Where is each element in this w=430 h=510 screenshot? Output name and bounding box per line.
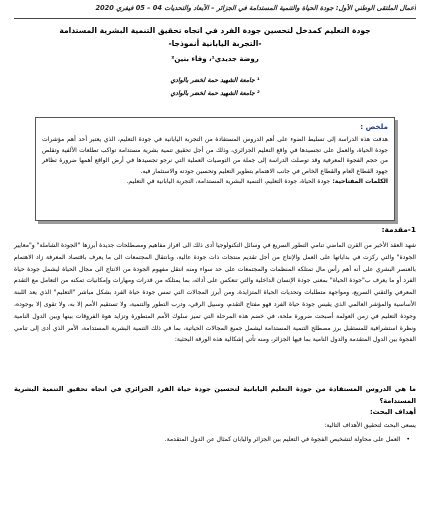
objectives-intro: يسعى البحث لتحقيق الأهداف التالية: <box>324 422 416 429</box>
objectives-heading: أهداف البحث: <box>369 408 416 416</box>
abstract-box <box>35 117 395 221</box>
keywords-line <box>42 177 388 188</box>
introduction-paragraph: شهد العقد الأخير من القرن الماضي تنامي التطور السريع في وسائل التكنولوجيا أدى ذلك الى افراز مفاهيم ومصطلحات جديدة أبرزها "الجودة الشاملة" و"معايير الجودة" والتي ركزت في بداياتها على العمل والإنتاج من أجل تقديم منتجات ذات جودة عالية، وبانتقال المجتمعات الى ما يعرف باقتصاد المعرفة زاد الاهتمام بالعنصر البشري على أنه أهم رأس مال تمتلكه المنظمات والمجتمعات على حد سواء ومنه انتقل مفهوم الجودة من الانتاج الى مجال الحياة ليشمل جودة حياة الفرد أو ما يعرف ب"جودة الحياة" بمعنى جودة الإنسان الداخلية والتي تنعكس على أدائه، بما يمتلكه من قدرات ومهارات وإمكانيات تمكنه من التعامل مع التقدم المعرفي والتقني السريع، ومواجهة متطلبات وتحديات الحياة المتزايدة، ومن أبرز المجالات التي تمس جودة حياة الفرد بشكل مباشر "التعليم" الذي يعد اللبنة الأساسية والمؤشر العالمي الذي يقيس جودة حياة الفرد فهو مفتاح التقدم، وسبيل الرقي، ودرب التطور والتنمية، ولا تستقيم الأمم إلا به، ولا تقوى إلا بوجوده، وجودة التعليم في زمن العولمة أصبحت ضرورة ملحة، في خضم هذه المرحلة التي تميز سلوك الأمم المتطورة وتزايد هوة الفروقات بينها وبين الدول النامية ونظرة استشرافية للمستقبل برز مصطلح التنمية المستدامة ليشمل جميع المجالات الحياتية، بما في ذلك التنمية البشرية المستدامة، الأمر الذي أدى إلى تنامي الفجوة بين الدول المتقدمة والدول النامية بما فيها الجزائر، ومنه تأتي إشكالية هذه الورقة البحثية: <box>14 242 416 344</box>
abstract-body: هدفت هذه الدراسة إلى تسليط الضوء على أهم الدروس المستفادة من التجربة اليابانية في جودة التعليم، الذي يعتبر أحد أهم مؤشرات جودة الحياة، والعمل على تجسيدها في واقع التعليم الجزائري، وذلك من أجل تحقيق تنمية بشرية مستدامة تواكب تطلعات الألفية وتقلص من حجم الفجوة المعرفية وقد توصلت الدراسة إلى جملة من التوصيات العملية التي نرجو تجسيدها في أرض الواقع أهمها ضرورة تظافر جهود القطاع العام والقطاع الخاص في جانب الاهتمام بتطوير التعليم وتحسين جودته والاستثمار فيه. <box>42 136 388 175</box>
authors: روضة جديدي¹، وفاء بنين² <box>171 55 259 63</box>
research-question: ما هي الدروس المستفادة من جودة التعليم اليابانية لتحسين جودة حياة الفرد الجزائري في اتجاه تحقيق التنمية البشرية المستدامة؟ <box>14 385 416 405</box>
section-heading: 1-مقدمة: <box>381 225 416 234</box>
keywords-label: الكلمات المفتاحية: <box>332 178 388 186</box>
affiliation-1: ¹ جامعة الشهيد حمة لخضر بالوادي <box>170 77 260 84</box>
running-header: أعمال الملتقى الوطني الأول: جودة الحياة والتنمية المستدامة في الجزائر – الأبعاد والتحديات 04 – 05 فيفري 2020 <box>95 4 416 12</box>
affiliation-2: ² جامعة الشهيد حمة لخضر بالوادي <box>170 90 260 97</box>
list-item <box>165 436 410 443</box>
abstract-title: ملخص : <box>360 122 388 131</box>
paper-subtitle: -التجربة اليابانية أنموذجا- <box>168 39 262 48</box>
keywords-text: جودة الحياة، جودة التعليم، التنمية البشرية المستدامة، التجربة اليابانية في التعليم. <box>126 178 331 186</box>
paper-title: جودة التعليم كمدخل لتحسين جودة الفرد في اتجاه تحقيق التنمية البشرية المستدامة <box>59 26 371 35</box>
header-divider <box>14 18 416 19</box>
bullet-icon: • <box>406 436 410 443</box>
list-item-text: العمل على محاولة لتشخيص الفجوة في التعليم بين الجزائر واليابان كمثال عن الدول المتقدمة. <box>164 436 401 443</box>
